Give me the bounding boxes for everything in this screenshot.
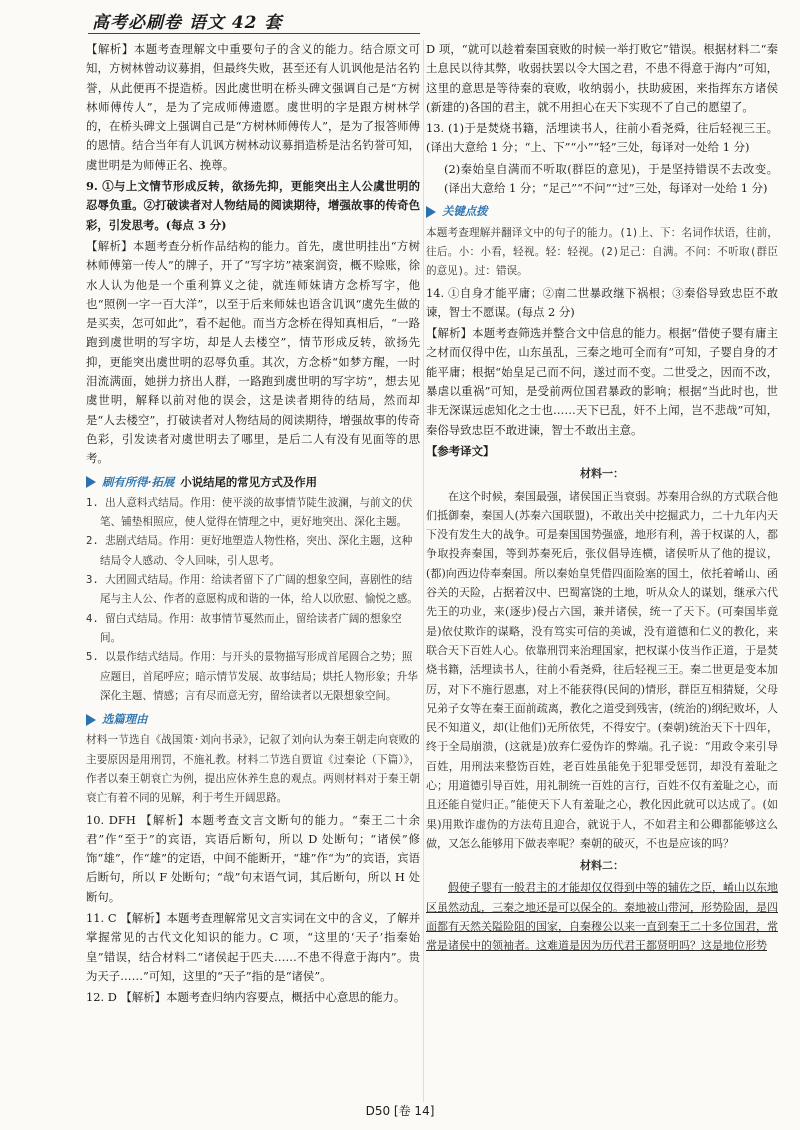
right-column	[426, 40, 778, 1125]
extension-item: 4. 留白式结局。作用：故事情节戛然而止，留给读者广阔的想象空间。	[86, 612, 402, 644]
extension-item: 3. 大团圆式结局。作用：给读者留下了广阔的想象空间，喜剧性的结尾与主人公、作者的意愿构成和谐的一体，给人以欣慰、愉悦之感。	[86, 574, 418, 606]
analysis-q9: 【解析】本题考查分析作品结构的能力。首先，虞世明挂出“方树林师傅第一传人”的牌子，开了“写字坊”裱案润资，概不赊账，徐水人认为他是一个重利算义之徒，就连师妹请方念桥写字，他也“照例一字一百大洋”，以至于后来师妹也语含讥讽“虞先生做的是买卖，怎可如此”，看不起他。而当方念桥在得知真相后，“一路跑到虞世明的写字坊，却是人去楼空”，情节形成反转，欲扬先抑，更能突出虞世明的忍辱负重。其次，方念桥“如梦方醒，一时泪流满面，她拼力挤出人群，一路跑到虞世明的写字坊”，想去见虞世明，解释以前对他的误会，这是读者期待的结局，然而却是“人去楼空”，打破读者对人物结局的阅读期待，增强故事的传奇色彩，引发读者对虞世明去了哪里，是后二人有没有见面等的思考。	[86, 238, 420, 466]
reference-translation-title: 【参考译文】	[426, 443, 495, 458]
left-column	[86, 40, 420, 1102]
answer-q12: 12. D 【解析】本题考查归纳内容要点，概括中心意思的能力。	[86, 990, 406, 1005]
answer-q9: 9. ①与上文情节形成反转，欲扬先抑，更能突出主人公虞世明的忍辱负重。②打破读者对人物结局的阅读期待，增强故事的传奇色彩，引发思考。(每点 3 分)	[86, 179, 420, 232]
selection-heading	[86, 710, 420, 729]
material-one-text: 在这个时候，秦国最强，诸侯国正当衰弱。苏秦用合纵的方式联合他们抵御秦，秦国人(苏秦六国联盟)，不敢出关中挖掘武力，二十九年内天下没有发生大的战争。可是秦国国势强盛，地形有利，善于权谋的人，都争取投奔秦国，等到苏秦死后，张仪倡导连横，诸侯听从了他的提议，(都)向西边侍奉秦国。所以秦始皇凭借四面险塞的国土，依托着崤山、函谷关的天险，占据着汉中、巴蜀富饶的土地，听从众人的谋划，继承六代先王的功业，来(逐步)侵占六国，兼并诸侯，统一了天下。(可秦国毕竟是)依仗欺诈的谋略，没有笃实可信的美诚，没有道德和仁义的教化，来联合天下百姓人心。依靠刑罚来治理国家，把权谋小伎当作正道，于是焚烧书籍，活埋读书人，往前小看尧舜，往后轻视三王。秦二世更是变本加厉，对下不施行恩惠，对上不能获得(民间的)情形，群臣互相猜疑，父母兄弟子女等在秦王面前疏离，教化之道受到残害，(统治的)纲纪败坏，人民不知道义，却(让他们)无所依凭，不得安宁。(秦朝)统治天下十四年，终于全局崩溃，(这就是)放弃仁爱伪诈的弊端。孔子说：“用政令来引导百姓，用刑法来整饬百姓，老百姓虽能免于犯罪受惩罚，却没有羞耻之心；用道德引导百姓，用礼制统一百姓的言行，百姓不仅有羞耻之心，而且还能自觉归正。”能使天下人有羞耻之心，教化因此就可以达成了。(如果)用欺诈虚伪的方法苟且迎合，就说于人，不如君主和公卿都能够这么做，又怎么能够用下做表率呢？秦朝的破灭，不也是应该的吗？	[426, 489, 778, 850]
page-footer: D50 [卷 14]	[365, 1104, 435, 1118]
pencil-icon	[426, 206, 436, 218]
analysis-q12: D 项，“就可以趁着秦国衰败的时候一举打败它”错误。根据材料二“秦土息民以待其弊，收弱扶罢以令大国之君，不患不得意于海内”可知，这里的意思是等待秦的衰败，收纳弱小，扶助疲困，来指挥东方诸侯(新建的)各国的君主，就不用担心在天下实现不了自己的愿望了。	[426, 42, 778, 114]
selection-label: 选篇理由	[102, 712, 148, 727]
column-divider	[423, 40, 424, 1102]
extension-heading	[86, 473, 420, 492]
answer-q13-1: 13. (1)于是焚烧书籍，活埋读书人，往前小看尧舜，往后轻视三王。(译出大意给 1 分；“上、下”“小”“轻”三处，每译对一处给 1 分)	[426, 121, 778, 155]
answer-q11: 11. C 【解析】本题考查理解常见文言实词在文中的含义，了解并掌握常见的古代文化知识的能力。C 项，“这里的‘天子’指秦始皇”错误，结合材料二“诸侯起于匹夫……不患不得意于海内”。贵为天子……”可知，这里的“天子”指的是“诸侯”。	[86, 911, 420, 983]
extension-item: 5. 以景作结式结局。作用：与开头的景物描写形成首尾圆合之势；照应题目，首尾呼应；暗示情节发展、故事结局；烘托人物形象；升华深化主题、情感；言有尽而意无穷，留给读者以无限想象空间。	[86, 651, 418, 702]
answer-q10: 10. DFH 【解析】本题考查文言文断句的能力。“秦王二十余君”作“至于”的宾语，宾语后断句，所以 D 处断句；“诸侯”修饰“雄”，作“雄”的定语，中间不能断开，“雄”作“为”的宾语，宾语后断句，所以 F 处断句；“哉”句末语气词，其后断句，所以 H 处断句。	[86, 812, 420, 904]
pencil-icon	[86, 714, 96, 726]
material-two-text: 假使子婴有一般君主的才能却仅仅得到中等的辅佐之臣，崤山以东地区虽然动乱，三秦之地还是可以保全的。秦地被山带河，形势险固，是四面都有天然关隘险阻的国家，自秦穆公以来一直到秦王二十多位国君，常常是诸侯中的领袖者。这难道是因为历代君王都贤明吗？这是地位形势	[426, 881, 778, 953]
analysis-q8: 【解析】本题考查理解文中重要句子的含义的能力。结合原文可知，方树林曾动议募捐，但最终失败，甚至还有人讥讽他是沽名钓誉，从此便再不提造桥。因此虞世明在桥头碑文强调自己是“方树林师傅传人”，是为了完成师傅遗愿。虞世明的字是跟方树林学的，在桥头碑文上强调自己是“方树林师傅传人”，是为了报答师傅的恩情。结合当年有人讥讽方树林动议募捐造桥是沽名钓誉可知，虞世明是为师傅正名、挽尊。	[86, 42, 420, 172]
extension-label: 刷有所得·拓展	[102, 474, 175, 489]
answer-q13-2: (2)秦始皇自满而不听取(群臣的意见)，于是坚持错误不去改变。(译出大意给 1 分；“足己”“不问”“过”三处，每译对一处给 1 分)	[444, 161, 778, 196]
material-two-title: 材料二：	[580, 859, 624, 873]
extension-item: 2. 悲剧式结局。作用：更好地塑造人物性格，突出、深化主题，这种结局令人感动、令人回味，引人思考。	[86, 535, 413, 567]
page-header-title: 高考必刷卷 语文 42 套	[92, 13, 283, 33]
extension-list	[86, 494, 420, 706]
extension-title: 小说结尾的常见方式及作用	[180, 474, 318, 489]
analysis-q14: 【解析】本题考查筛选并整合文中信息的能力。根据“借使子婴有庸主之材而仅得中佐，山东虽乱，三秦之地可全而有”可知，子婴自身的才能平庸；根据“始皇足己而不问，遂过而不变。二世受之，因而不改，暴虐以重祸”可知，是受前两位国君暴政的影响；根据“当此时也，世非无深谋远虑知化之士也……天下已乱，奸不上闻，岂不悲哉”可知，秦俗导致忠臣不敢进谏，智士不敢出主意。	[426, 326, 778, 437]
extension-item: 1. 出人意料式结局。作用：使平淡的故事情节陡生波澜，与前文的伏笔、铺垫相照应，使人觉得在情理之中，更好地突出、深化主题。	[86, 496, 413, 529]
key-point-heading	[426, 202, 778, 221]
translation-block	[426, 464, 778, 955]
pencil-icon	[86, 476, 96, 488]
answer-q14: 14. ①自身才能平庸；②南二世暴政继下祸根；③秦俗导致忠臣不敢谏，智士不愿谋。(每点 2 分)	[426, 285, 778, 319]
material-one-title: 材料一：	[580, 467, 624, 481]
key-point-text: 本题考查理解并翻译文中的句子的能力。(1)上、下：名词作状语，往前，往后。小：小看，轻视。轻：轻视。(2)足己：自满。不问：不听取(群臣的意见)。过：错误。	[426, 226, 778, 278]
header-rule	[88, 33, 420, 34]
key-point-label: 关键点拨	[442, 204, 488, 219]
selection-reason: 材料一节选自《战国策·刘向书录》，记叙了刘向认为秦王朝走向衰败的主要原因是用刑罚，不施礼教。材料二节选自贾谊《过秦论（下篇）》，作者以秦王朝衰亡为例，提出应休养生息的观点。两则材料对于秦王朝衰亡有着不同的见解，利于考生开阔思路。	[86, 734, 420, 805]
